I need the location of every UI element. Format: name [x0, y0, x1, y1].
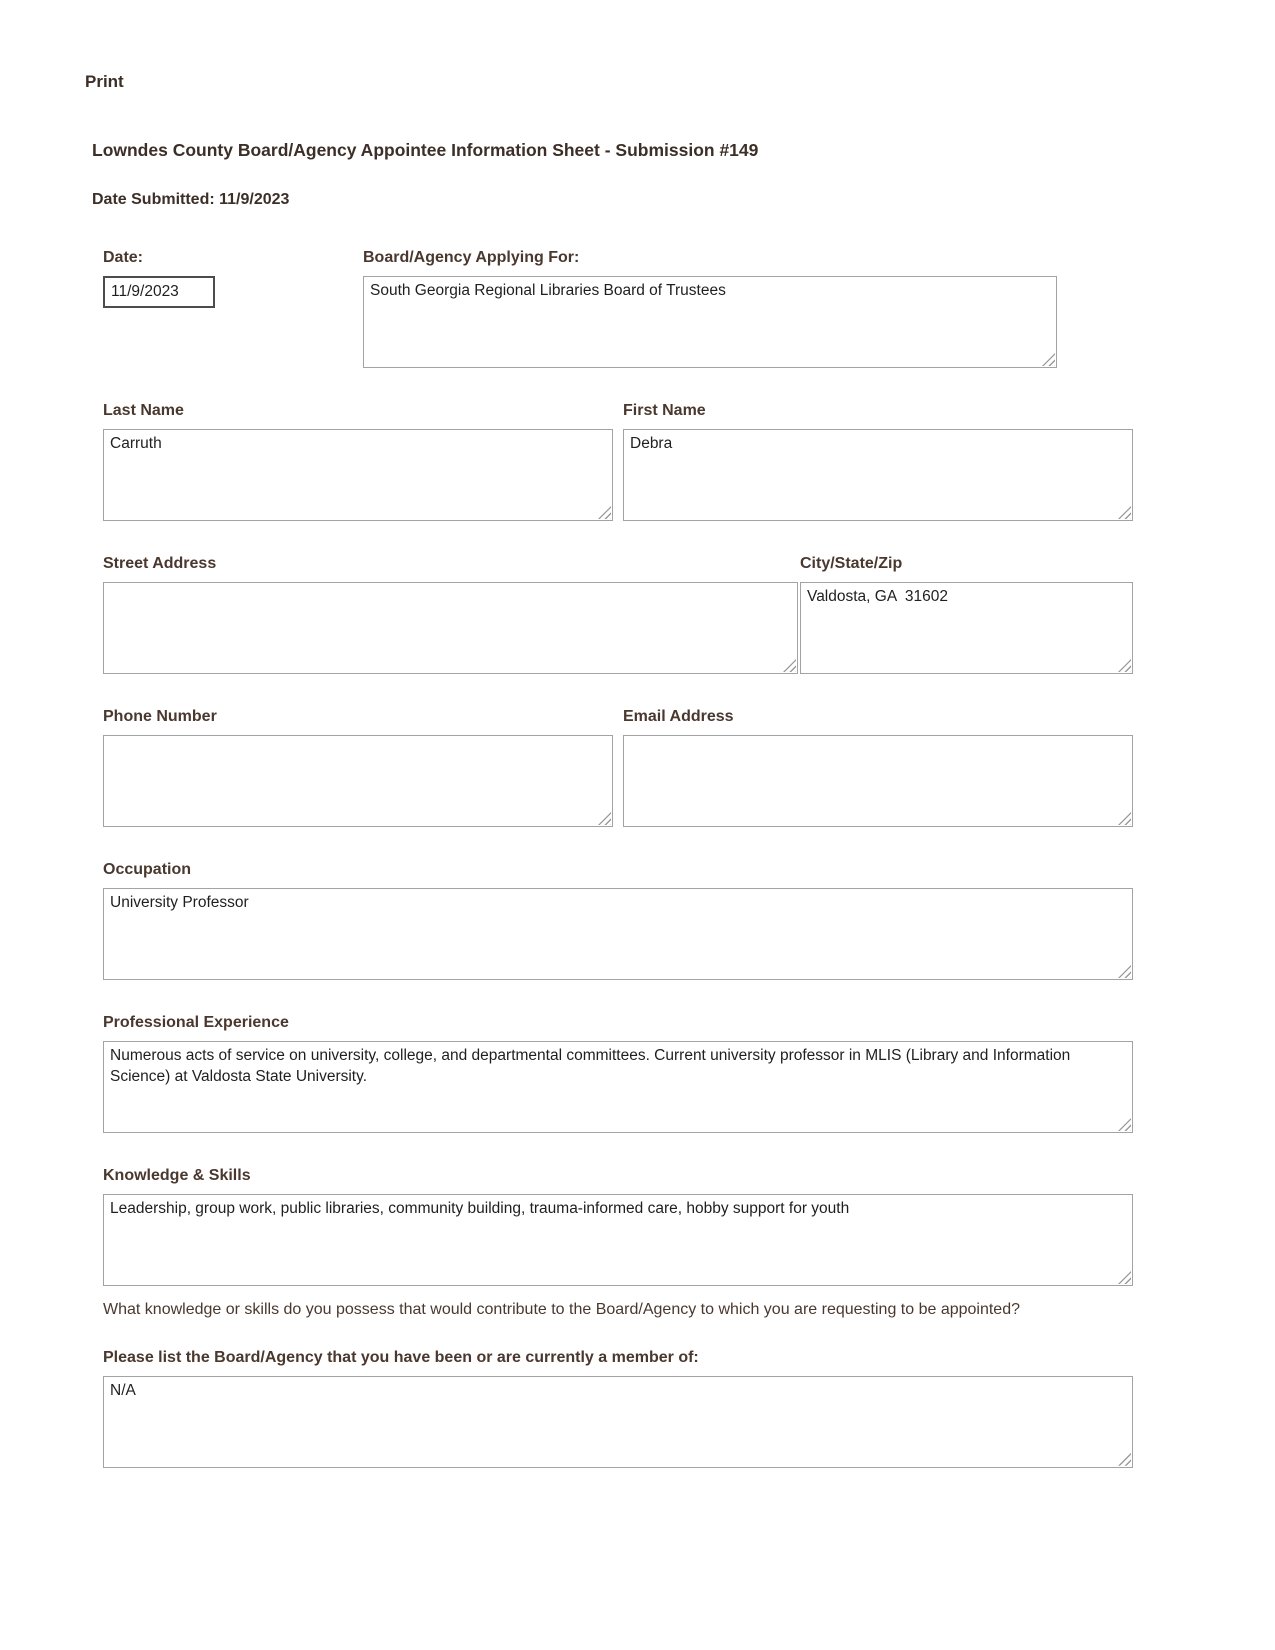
- board-agency-field: [363, 249, 1133, 368]
- date-input[interactable]: [103, 276, 215, 308]
- city-state-zip-label: City/State/Zip: [800, 555, 903, 572]
- first-name-textarea[interactable]: [623, 429, 1133, 521]
- email-field: [623, 708, 1133, 827]
- email-textarea-wrap: [623, 735, 1133, 827]
- print-link[interactable]: Print: [85, 72, 124, 91]
- member-of-textarea-wrap: [103, 1376, 1133, 1468]
- occupation-label: Occupation: [103, 861, 192, 878]
- row-contact: [103, 708, 1133, 827]
- board-agency-label: Board/Agency Applying For:: [363, 249, 580, 266]
- row-name: [103, 402, 1133, 521]
- board-agency-textarea-wrap: [363, 276, 1133, 368]
- member-of-textarea[interactable]: [103, 1376, 1133, 1468]
- last-name-textarea-wrap: [103, 429, 613, 521]
- occupation-textarea[interactable]: [103, 888, 1133, 980]
- member-of-field: [103, 1349, 1133, 1468]
- row-date-board: [103, 249, 1133, 368]
- phone-textarea-wrap: [103, 735, 613, 827]
- knowledge-skills-field: [103, 1167, 1133, 1323]
- knowledge-skills-helper-text: What knowledge or skills do you possess that would contribute to the Board/Agency to which you are requesting to be appointed?: [103, 1301, 1020, 1318]
- appointee-form: [103, 249, 1133, 1468]
- street-address-textarea-wrap: [103, 582, 798, 674]
- row-address: [103, 555, 1133, 674]
- knowledge-skills-textarea-wrap: [103, 1194, 1133, 1286]
- knowledge-skills-label: Knowledge & Skills: [103, 1167, 251, 1184]
- occupation-textarea-wrap: [103, 888, 1133, 980]
- first-name-field: [623, 402, 1133, 521]
- occupation-field: [103, 861, 1133, 980]
- street-address-textarea[interactable]: [103, 582, 798, 674]
- last-name-textarea[interactable]: [103, 429, 613, 521]
- first-name-textarea-wrap: [623, 429, 1133, 521]
- email-label: Email Address: [623, 708, 734, 725]
- professional-experience-textarea[interactable]: [103, 1041, 1133, 1133]
- professional-experience-label: Professional Experience: [103, 1014, 289, 1031]
- street-address-field: [103, 555, 798, 674]
- board-agency-textarea[interactable]: [363, 276, 1057, 368]
- date-submitted-text: Date Submitted: 11/9/2023: [92, 191, 290, 208]
- phone-field: [103, 708, 613, 827]
- city-state-zip-textarea-wrap: [800, 582, 1133, 674]
- date-field: [103, 249, 363, 368]
- last-name-field: [103, 402, 613, 521]
- date-label: Date:: [103, 249, 144, 266]
- phone-textarea[interactable]: [103, 735, 613, 827]
- street-address-label: Street Address: [103, 555, 217, 572]
- last-name-label: Last Name: [103, 402, 184, 419]
- member-of-label: Please list the Board/Agency that you have been or are currently a member of:: [103, 1348, 699, 1366]
- professional-experience-field: [103, 1014, 1133, 1133]
- first-name-label: First Name: [623, 402, 706, 419]
- knowledge-skills-textarea[interactable]: [103, 1194, 1133, 1286]
- city-state-zip-textarea[interactable]: [800, 582, 1133, 674]
- city-state-zip-field: [800, 555, 1133, 674]
- professional-experience-textarea-wrap: [103, 1041, 1133, 1133]
- page-title: Lowndes County Board/Agency Appointee Information Sheet - Submission #149: [92, 140, 759, 160]
- phone-label: Phone Number: [103, 708, 217, 725]
- email-textarea[interactable]: [623, 735, 1133, 827]
